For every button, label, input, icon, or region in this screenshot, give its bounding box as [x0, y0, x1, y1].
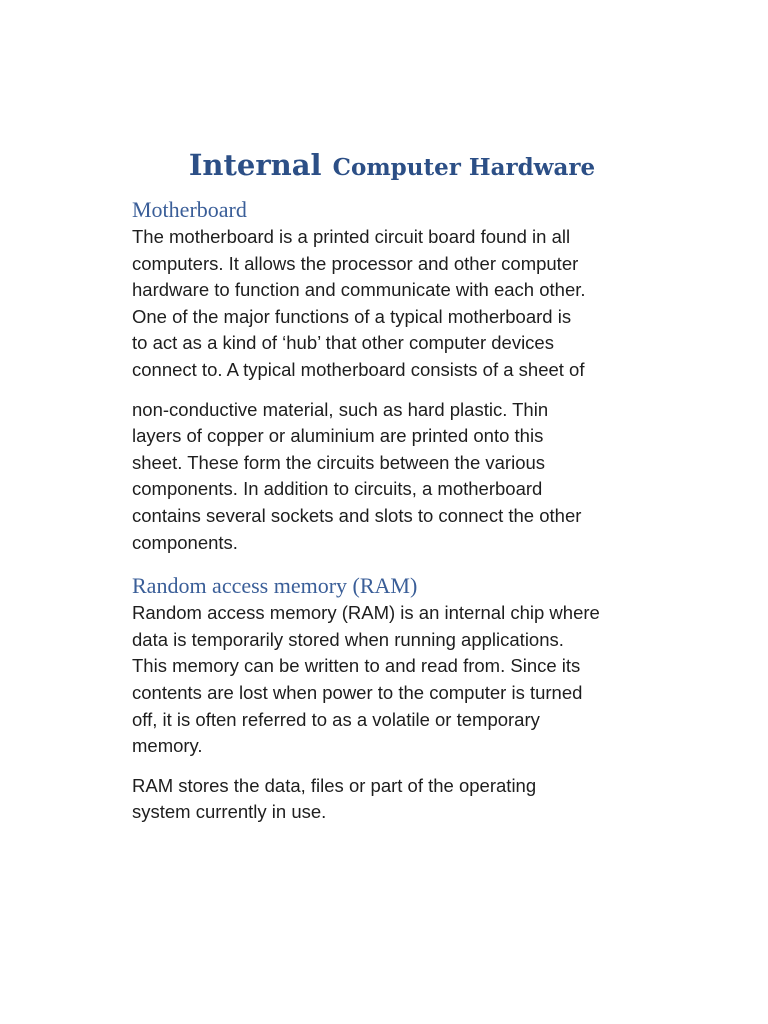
- text-line: connect to. A typical motherboard consists of a sheet of: [132, 358, 585, 380]
- title-part-computer-hardware: Computer Hardware: [332, 154, 596, 181]
- text-line: system currently in use.: [132, 801, 327, 823]
- paragraph-motherboard-2: [132, 397, 652, 557]
- paragraph-motherboard-1: [132, 224, 652, 384]
- text-line: computers. It allows the processor and other computer: [132, 252, 579, 274]
- text-line: The motherboard is a printed circuit board found in all: [132, 226, 571, 247]
- text-line: components. In addition to circuits, a motherboard: [132, 478, 543, 500]
- text-line: hardware to function and communicate with each other.: [132, 279, 586, 301]
- document-content: [132, 138, 652, 826]
- paragraph-ram-2: [132, 773, 652, 826]
- paragraph-gap: [132, 384, 652, 397]
- text-line: sheet. These form the circuits between the various: [132, 451, 546, 473]
- text-line: components.: [132, 531, 238, 553]
- text-line: off, it is often referred to as a volatile or temporary: [132, 708, 540, 730]
- title-part-internal: Internal: [188, 148, 322, 182]
- text-line: Random access memory (RAM) is an internal chip where: [132, 602, 600, 624]
- text-line: memory.: [132, 735, 203, 757]
- section-gap: [132, 556, 652, 572]
- text-line: RAM stores the data, files or part of the operating: [132, 774, 537, 796]
- text-line: contents are lost when power to the computer is turned: [132, 681, 583, 703]
- section-heading-motherboard: Motherboard: [132, 197, 247, 222]
- page-title: [132, 138, 652, 194]
- paragraph-gap: [132, 760, 652, 773]
- paragraph-ram-1: [132, 600, 652, 760]
- text-line: One of the major functions of a typical motherboard is: [132, 305, 572, 327]
- text-line: This memory can be written to and read from. Since its: [132, 655, 581, 677]
- text-line: contains several sockets and slots to connect the other: [132, 504, 582, 526]
- text-line: data is temporarily stored when running applications.: [132, 628, 564, 650]
- text-line: layers of copper or aluminium are printed onto this: [132, 425, 544, 447]
- text-line: non-conductive material, such as hard plastic. Thin: [132, 398, 549, 420]
- text-line: to act as a kind of ‘hub’ that other computer devices: [132, 332, 554, 354]
- section-heading-ram: Random access memory (RAM): [132, 573, 418, 599]
